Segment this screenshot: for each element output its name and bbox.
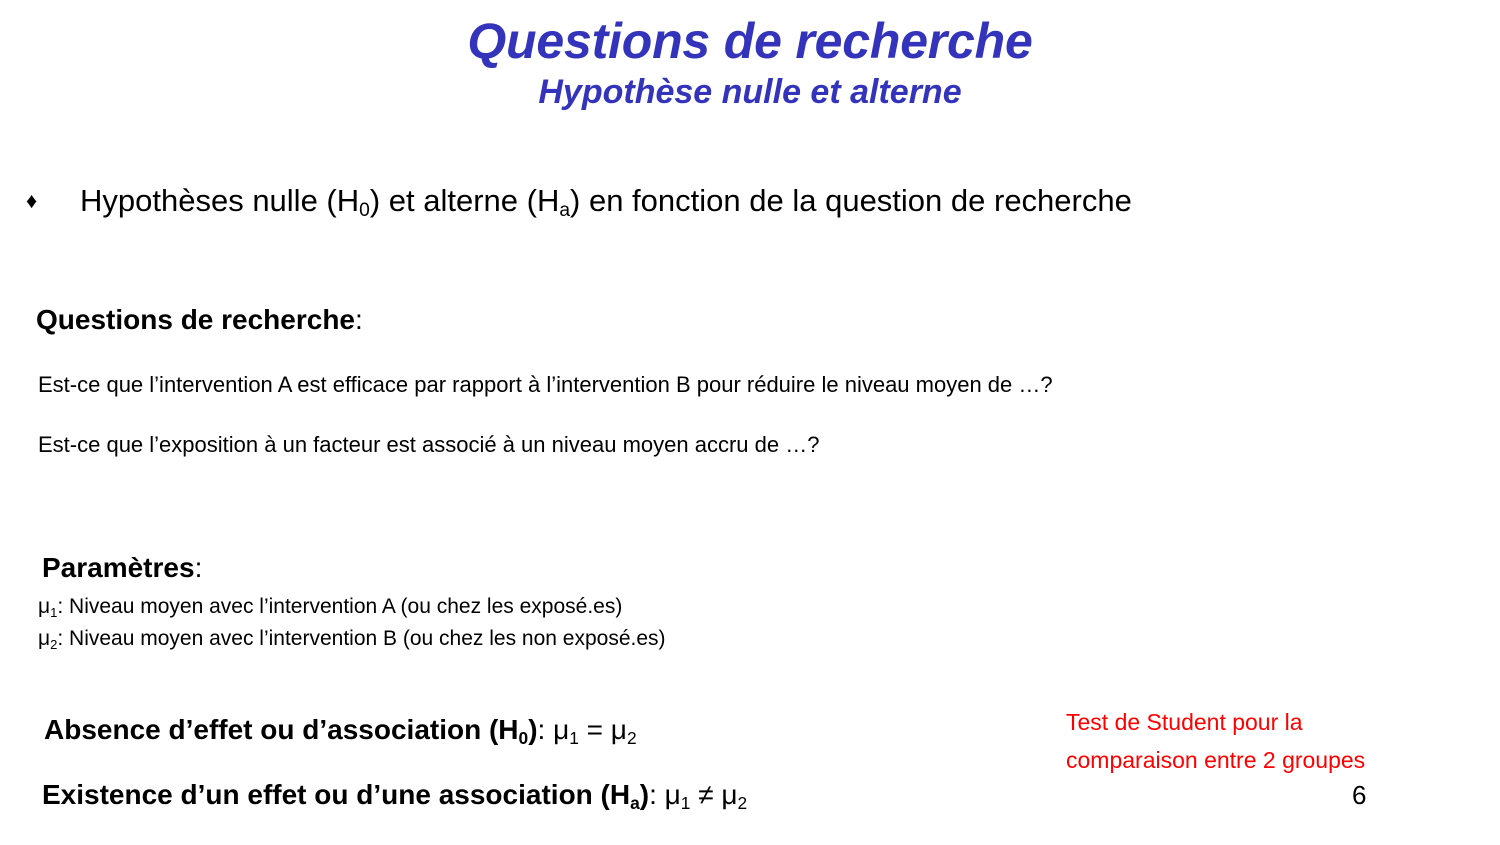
mu2-subscript: 2: [50, 636, 58, 652]
mu1-symbol: μ: [38, 595, 51, 618]
hypothesis-alternative-operator: ≠: [690, 779, 722, 810]
student-test-note: Test de Student pour la comparaison entre 2 groupes: [1066, 709, 1366, 773]
bullet-subscript-alt: a: [559, 200, 571, 222]
section-heading-parameters-colon: :: [194, 552, 203, 583]
hypothesis-null-math-prefix: :: [537, 714, 554, 745]
hypothesis-alternative-math-right-sub: 2: [737, 792, 748, 813]
hypothesis-null-subscript: 0: [518, 727, 529, 748]
hypothesis-alternative-math-left-sub: 1: [680, 792, 691, 813]
section-heading-questions-label: Questions de recherche: [36, 304, 356, 335]
bullet-text-part2: ) et alterne (H: [369, 183, 560, 218]
bullet-text-part1: Hypothèses nulle (H: [80, 183, 360, 218]
hypothesis-alternative-label-end: ): [639, 779, 650, 810]
mu2-symbol: μ: [38, 627, 51, 650]
section-heading-questions-colon: :: [355, 304, 363, 335]
question-line-2: Est-ce que l’exposition à un facteur est associé à un niveau moyen accru de …?: [38, 432, 820, 457]
bullet-text: [80, 181, 1132, 221]
mu1-subscript: 1: [50, 604, 58, 620]
section-heading-parameters-label: Paramètres: [42, 552, 195, 583]
hypothesis-alternative-math-prefix: :: [649, 779, 665, 810]
hypothesis-alternative-math-left: μ: [664, 779, 681, 810]
hypothesis-null-label-end: ): [528, 714, 538, 745]
hypothesis-alternative-label: Existence d’un effet ou d’une association (H: [42, 779, 631, 810]
page-title: Questions de recherche: [467, 13, 1033, 69]
hypothesis-null-label: Absence d’effet ou d’association (H: [44, 714, 519, 745]
hypothesis-null-operator: =: [578, 714, 611, 745]
hypothesis-alternative-line: [42, 777, 747, 813]
hypothesis-null-math-left: μ: [553, 714, 570, 745]
hypothesis-null-math-left-sub: 1: [569, 727, 579, 748]
hypothesis-alternative-math-right: μ: [721, 779, 738, 810]
slide-page-number: 6: [1352, 780, 1367, 810]
bullet-subscript-null: 0: [359, 200, 370, 222]
hypothesis-alternative-subscript: a: [630, 792, 640, 813]
question-line-1: Est-ce que l’intervention A est efficace par rapport à l’intervention B pour réduire le niveau moyen de …?: [38, 372, 1053, 397]
page-subtitle: Hypothèse nulle et alterne: [538, 73, 962, 111]
mu1-description: : Niveau moyen avec l’intervention A (ou chez les exposé.es): [57, 595, 623, 618]
bullet-text-part3: ) en fonction de la question de recherche: [570, 183, 1132, 218]
hypothesis-null-math-right: μ: [610, 714, 627, 745]
section-heading-questions: [36, 303, 363, 337]
parameter-line-mu1: [38, 593, 622, 620]
hypothesis-null-math-right-sub: 2: [626, 727, 637, 748]
section-heading-parameters: [42, 551, 202, 585]
slide-title-block: [0, 14, 1500, 112]
hypothesis-null-line: [44, 712, 637, 748]
mu2-description: : Niveau moyen avec l’intervention B (ou chez les non exposé.es): [57, 627, 666, 650]
diamond-bullet-icon: ♦: [26, 188, 38, 213]
bullet-row: [26, 181, 1446, 221]
parameter-line-mu2: [38, 625, 666, 652]
